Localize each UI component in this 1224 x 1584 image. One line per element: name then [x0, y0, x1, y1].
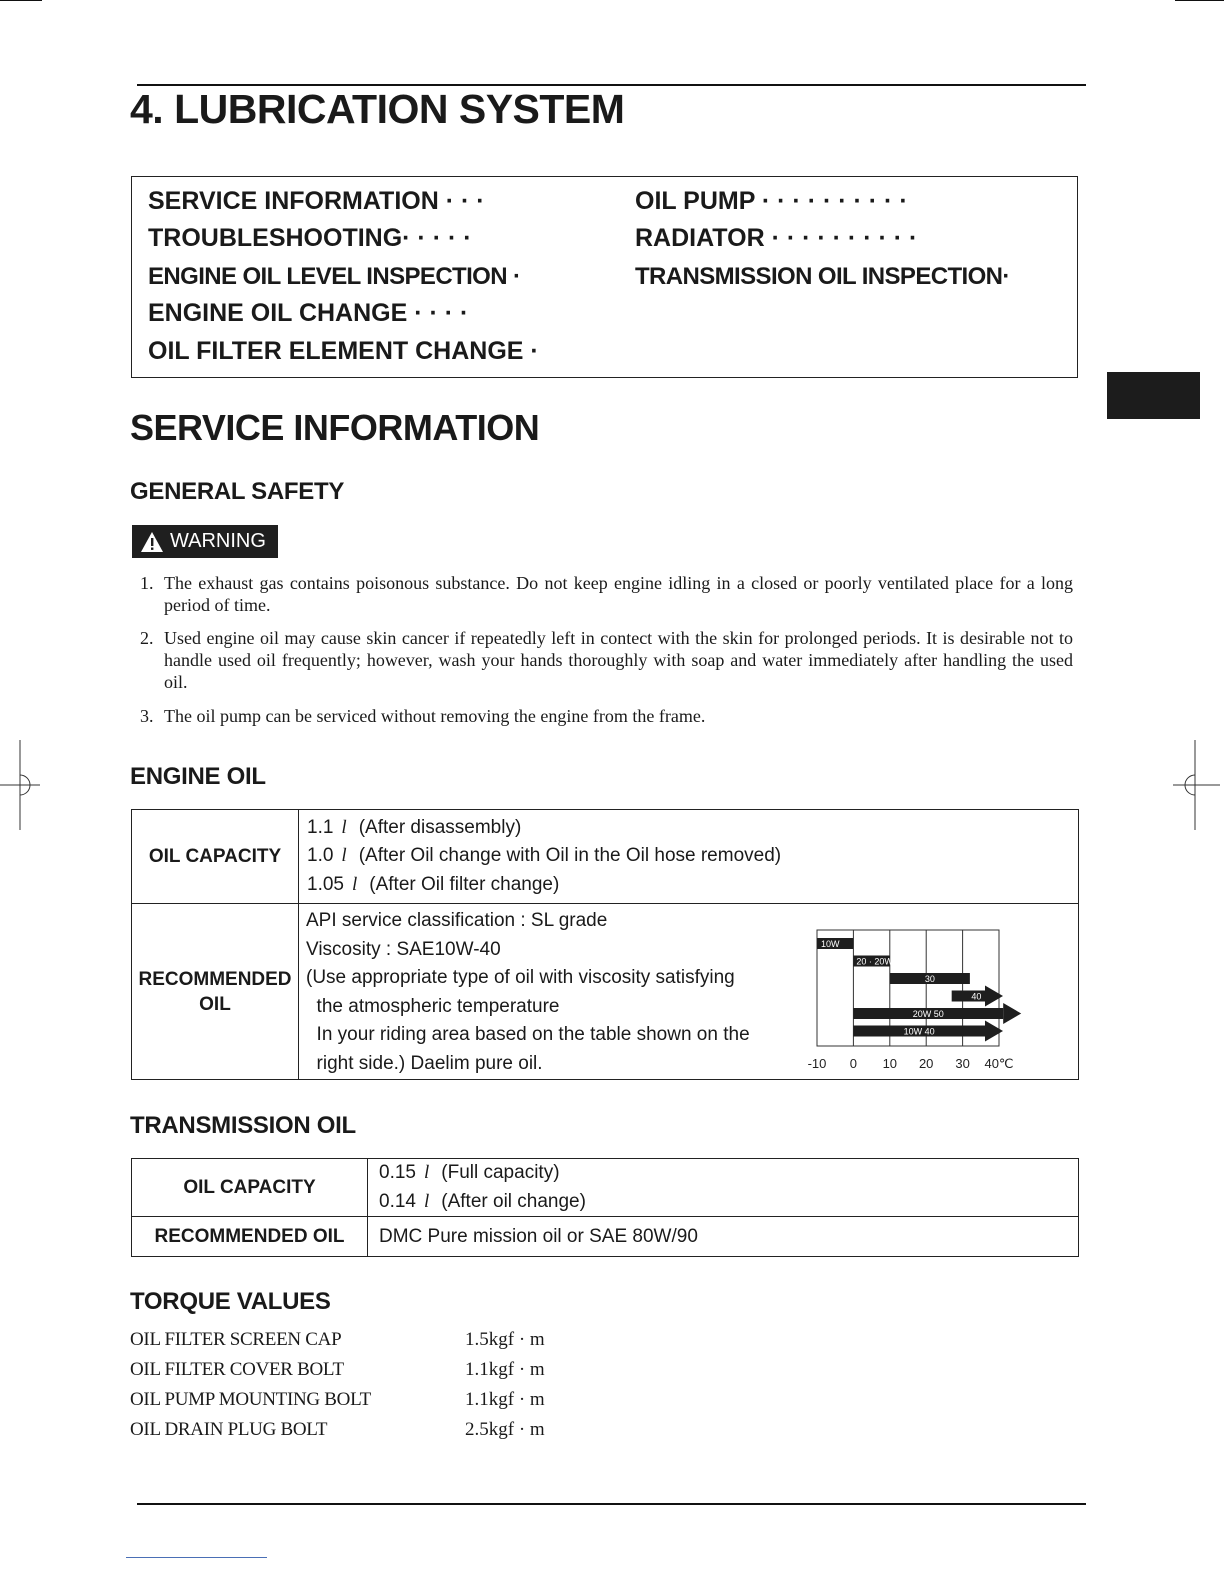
toc-item[interactable]: OIL PUMP · · · · · · · · · · [635, 187, 908, 215]
bottom-rule [137, 1503, 1086, 1505]
table-of-contents [131, 176, 1078, 378]
recommended-oil-label: RECOMMENDED OIL [132, 1217, 368, 1257]
x-tick-label: 30 [955, 1056, 970, 1071]
x-tick-label: 40℃ [984, 1056, 1014, 1071]
toc-item[interactable]: ENGINE OIL LEVEL INSPECTION · [148, 263, 521, 290]
liter-unit: l [341, 845, 347, 867]
recommended-oil-label [132, 904, 299, 1080]
viscosity-chart [799, 929, 1064, 1079]
viscosity-bar [853, 956, 893, 967]
bar-label: 10W 40 [903, 1026, 935, 1037]
liter-unit: l [351, 873, 358, 895]
bar-label: 10W [821, 939, 840, 949]
viscosity-bar [853, 1021, 1003, 1042]
item-number: 1. [140, 573, 154, 593]
toc-item[interactable]: RADIATOR · · · · · · · · · · [635, 224, 918, 252]
crop-mark [0, 0, 42, 1]
safety-item [140, 705, 1073, 727]
label-line: OIL [199, 993, 231, 1015]
capacity-lines [379, 1159, 1078, 1216]
viscosity-bar [952, 986, 1003, 1007]
capacity-value: 1.0 [307, 845, 334, 867]
oil-capacity-values [368, 1159, 1079, 1217]
item-text: Used engine oil may cause skin cancer if repeatedly left in contect with the skin for prolonged periods. It is desirable not to handle used oil frequently; however, wash your hands thoroughly with soap and water immediately after handling the used oil. [164, 628, 1073, 692]
recommended-oil-value: DMC Pure mission oil or SAE 80W/90 [368, 1217, 1079, 1257]
safety-item [140, 572, 1073, 616]
bar-label: 40 [971, 991, 982, 1002]
capacity-note: (After Oil change with Oil in the Oil hose removed) [358, 845, 782, 867]
viscosity-bar [853, 1003, 1021, 1024]
capacity-note: (After Oil filter change) [369, 873, 560, 895]
capacity-value: 0.15 [379, 1162, 416, 1183]
bar-arrowhead [1003, 1003, 1021, 1024]
torque-item-value: 2.5kgf · m [465, 1419, 545, 1440]
capacity-note: (After oil change) [441, 1190, 586, 1212]
item-text: The exhaust gas contains poisonous substance. Do not keep engine idling in a closed or poorly ventilated place for a long period of time. [164, 573, 1073, 615]
liter-unit: l [423, 1162, 430, 1183]
item-text: The oil pump can be serviced without removing the engine from the frame. [164, 706, 706, 726]
capacity-lines [307, 814, 1078, 900]
capacity-line [307, 842, 1078, 871]
subsection-heading: TRANSMISSION OIL [130, 1112, 356, 1139]
x-tick-label: 10 [882, 1056, 898, 1071]
rec-line: API service classification : SL grade [306, 910, 608, 931]
transmission-oil-table [131, 1158, 1079, 1257]
capacity-note: (After disassembly) [358, 816, 522, 838]
label-line: RECOMMENDED [138, 968, 292, 990]
oil-capacity-label: OIL CAPACITY [132, 1159, 368, 1217]
liter-unit: l [423, 1190, 430, 1212]
footer-line [126, 1557, 267, 1558]
oil-capacity-label: OIL CAPACITY [132, 810, 299, 904]
item-number: 3. [140, 706, 154, 726]
engine-oil-table [131, 809, 1079, 1080]
warning-badge [132, 525, 278, 558]
toc-item[interactable]: TROUBLESHOOTING· · · · · [148, 224, 472, 252]
bar-label: 30 [924, 974, 935, 984]
capacity-value: 0.14 [379, 1190, 416, 1212]
viscosity-bar [890, 973, 970, 984]
bar-arrowhead [985, 986, 1003, 1007]
registration-mark [1170, 740, 1224, 830]
rec-line: the atmospheric temperature [306, 995, 560, 1017]
torque-item-value: 1.1kgf · m [465, 1359, 545, 1380]
capacity-line [307, 871, 1078, 900]
x-tick-label: -10 [807, 1056, 827, 1071]
warning-label: WARNING [170, 530, 266, 552]
crop-mark [1175, 0, 1224, 1]
capacity-value: 1.05 [307, 873, 344, 895]
toc-item[interactable]: OIL FILTER ELEMENT CHANGE · [148, 337, 539, 365]
subsection-heading: ENGINE OIL [130, 763, 266, 790]
chapter-tab [1107, 372, 1200, 419]
bar-label: 20W 50 [912, 1009, 944, 1019]
section-heading: SERVICE INFORMATION [130, 407, 540, 448]
rec-line: Viscosity : SAE10W-40 [306, 938, 501, 960]
rec-line: right side.) Daelim pure oil. [306, 1052, 543, 1074]
toc-item[interactable]: SERVICE INFORMATION · · · [148, 187, 485, 215]
subsection-heading: GENERAL SAFETY [130, 478, 345, 505]
safety-item [140, 627, 1073, 693]
x-tick-label: 20 [918, 1056, 934, 1071]
item-number: 2. [140, 628, 154, 648]
capacity-line [379, 1159, 1078, 1188]
liter-unit: l [341, 816, 347, 838]
capacity-value: 1.1 [307, 816, 334, 838]
torque-item-name: OIL DRAIN PLUG BOLT [130, 1419, 328, 1440]
recommended-oil-values [299, 904, 1079, 1080]
capacity-line [307, 814, 1078, 843]
warning-icon [140, 531, 164, 553]
torque-item-value: 1.5kgf · m [465, 1329, 545, 1350]
torque-item-name: OIL FILTER COVER BOLT [130, 1359, 344, 1380]
x-tick-label: 0 [849, 1056, 858, 1071]
registration-mark [0, 740, 45, 830]
toc-item[interactable]: ENGINE OIL CHANGE · · · · [148, 299, 469, 327]
torque-item-value: 1.1kgf · m [465, 1389, 545, 1410]
bar-label: 20 · 20W [856, 956, 893, 967]
torque-item-name: OIL FILTER SCREEN CAP [130, 1329, 342, 1350]
page-title: 4. LUBRICATION SYSTEM [130, 86, 625, 132]
capacity-note: (Full capacity) [441, 1162, 560, 1183]
subsection-heading: TORQUE VALUES [130, 1288, 331, 1315]
viscosity-bar [817, 938, 853, 949]
oil-capacity-values [299, 810, 1079, 904]
torque-item-name: OIL PUMP MOUNTING BOLT [130, 1389, 371, 1410]
rec-line: (Use appropriate type of oil with viscosity satisfying [306, 967, 735, 988]
toc-item[interactable]: TRANSMISSION OIL INSPECTION· [635, 263, 1010, 290]
capacity-line [379, 1188, 1078, 1217]
bar-arrowhead [985, 1021, 1003, 1042]
rec-line: In your riding area based on the table shown on the [306, 1024, 750, 1045]
